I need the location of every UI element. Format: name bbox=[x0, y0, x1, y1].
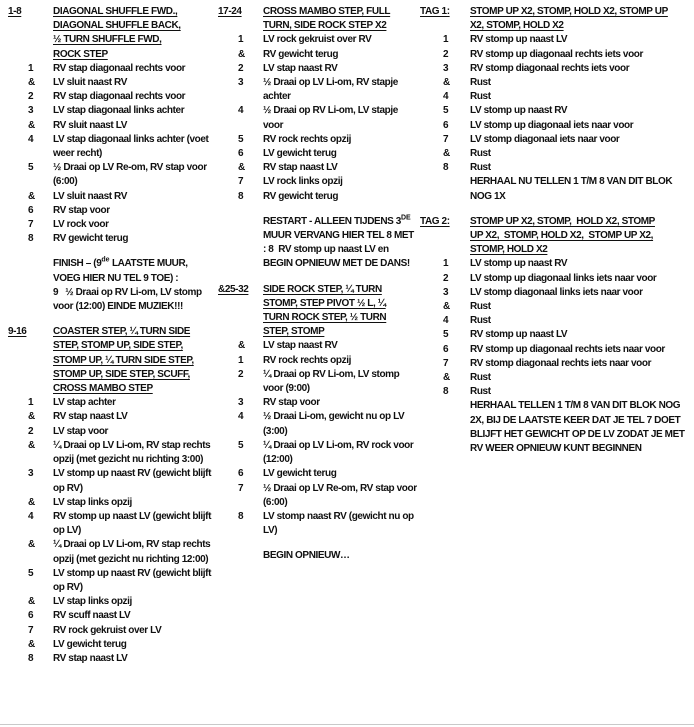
note-segment: RESTART - ALLEEN TIJDENS 3 bbox=[263, 215, 401, 227]
step-column bbox=[420, 5, 694, 456]
section-header-line: CROSS MAMBO STEP bbox=[53, 383, 153, 395]
note-gutter bbox=[8, 257, 53, 314]
step-description: ¼ Draai op LV Li-om, RV stap rechts opzij (met gezicht nu richting 3:00) bbox=[53, 439, 213, 466]
step-description: LV stap diagonaal links achter bbox=[53, 105, 185, 117]
beat-count: 5 bbox=[238, 439, 244, 451]
section-header bbox=[263, 283, 418, 340]
beat-count: 3 bbox=[28, 468, 34, 480]
beat-count: 1 bbox=[28, 397, 34, 409]
step-description: RV gewicht terug bbox=[53, 233, 129, 245]
beat-count: & bbox=[238, 48, 245, 60]
beat-count: & bbox=[28, 77, 35, 89]
beat-count: 6 bbox=[28, 610, 34, 622]
beat-count: 7 bbox=[238, 176, 244, 188]
step-description: RV stomp diagonaal rechts iets voor bbox=[470, 62, 630, 74]
section-header bbox=[470, 5, 694, 33]
step-description: RV stap naast LV bbox=[263, 162, 338, 174]
beat-count: 7 bbox=[443, 133, 449, 145]
beat-count: & bbox=[28, 190, 35, 202]
note-text bbox=[53, 257, 216, 314]
beat-count: 6 bbox=[238, 468, 244, 480]
beat-count: & bbox=[238, 162, 245, 174]
step-description: Rust bbox=[470, 77, 491, 89]
step-description: LV stomp diagonaal links iets naar voor bbox=[470, 286, 643, 298]
beat-count: 3 bbox=[443, 62, 449, 74]
step-description: RV stap voor bbox=[53, 204, 110, 216]
beat-count: 2 bbox=[443, 48, 449, 60]
step-section bbox=[420, 5, 694, 204]
step-description: RV stomp up naast LV bbox=[470, 329, 568, 341]
beat-count: 3 bbox=[28, 105, 34, 117]
beat-count: & bbox=[443, 77, 450, 89]
step-description: LV stap links opzij bbox=[53, 496, 132, 508]
section-id: 9-16 bbox=[8, 326, 27, 338]
beat-count: & bbox=[443, 301, 450, 313]
step-description: LV gewicht terug bbox=[263, 468, 337, 480]
step-description: RV gewicht terug bbox=[263, 190, 339, 202]
section-id: 1-8 bbox=[8, 6, 22, 17]
beat-count: 4 bbox=[28, 510, 34, 522]
section-header-line: STOMP UP, ¼ TURN SIDE STEP, bbox=[53, 354, 194, 366]
step-description: Rust bbox=[470, 372, 491, 384]
beat-count: 8 bbox=[28, 233, 34, 245]
section-header-line: DIAGONAL SHUFFLE FWD., bbox=[53, 6, 178, 17]
step-description: Rust bbox=[470, 162, 491, 174]
step-description: RV stomp up diagonaal rechts iets voor bbox=[470, 48, 643, 60]
beat-count: 3 bbox=[443, 286, 449, 298]
step-description: LV stomp up diagonaal links iets naar voor bbox=[470, 272, 657, 284]
step-description: RV stap diagonaal rechts voor bbox=[53, 62, 186, 74]
step-description: RV sluit naast LV bbox=[53, 119, 127, 131]
section-id-gutter bbox=[420, 5, 470, 33]
step-description: RV stap voor bbox=[263, 397, 320, 409]
beat-count: & bbox=[28, 496, 35, 508]
step-description: Rust bbox=[470, 386, 491, 398]
beat-count: 4 bbox=[443, 91, 449, 103]
note-gutter bbox=[218, 549, 263, 563]
beat-count: 7 bbox=[443, 357, 449, 369]
beat-count: 6 bbox=[443, 343, 449, 355]
section-header-line: UP X2, STOMP, HOLD X2, STOMP UP X2, bbox=[470, 230, 654, 242]
section-id-gutter bbox=[218, 283, 263, 340]
beat-count: 5 bbox=[238, 133, 244, 145]
step-description: LV rock voor bbox=[53, 219, 109, 231]
section-footnote: HERHAAL NU TELLEN 1 T/M 8 VAN DIT BLOK NOG 1X bbox=[470, 176, 675, 202]
step-section bbox=[8, 5, 216, 246]
note-paragraph bbox=[53, 286, 216, 314]
section-header-line: STOMP UP X2, STOMP, HOLD X2, STOMP UP bbox=[470, 6, 668, 17]
beat-count: 5 bbox=[443, 105, 449, 117]
beat-count: 2 bbox=[28, 91, 34, 103]
step-description: ½ Draai op LV Re-om, RV stap voor (6:00) bbox=[263, 482, 420, 508]
section-header-line: STOMP UP X2, STOMP, HOLD X2, STOMP bbox=[470, 215, 655, 227]
beat-count: 1 bbox=[443, 258, 449, 270]
step-description: LV stomp up naast RV bbox=[470, 105, 568, 117]
beat-count: & bbox=[443, 372, 450, 384]
step-description: ½ Draai op LV Re-om, RV stap voor (6:00) bbox=[53, 162, 210, 188]
beat-count: 7 bbox=[28, 624, 34, 636]
beat-count: & bbox=[443, 148, 450, 160]
step-description: RV rock rechts opzij bbox=[263, 133, 351, 145]
step-description: LV rock gekruist over RV bbox=[263, 34, 372, 46]
note-gutter bbox=[218, 215, 263, 272]
step-description: RV stomp up naast LV (gewicht blijft op LV) bbox=[53, 510, 214, 537]
beat-count-empty bbox=[420, 399, 470, 456]
step-section bbox=[218, 283, 418, 539]
step-description: LV stap diagonaal links achter (voet weer recht) bbox=[53, 133, 211, 160]
beat-count: 2 bbox=[443, 272, 449, 284]
section-header-line: ROCK STEP bbox=[53, 48, 108, 60]
beat-count: 7 bbox=[28, 219, 34, 231]
note-block bbox=[8, 257, 216, 314]
step-description: LV stap naast RV bbox=[263, 62, 338, 74]
step-description: Rust bbox=[470, 91, 491, 103]
step-description: RV stomp up naast LV bbox=[470, 34, 568, 46]
step-section bbox=[420, 215, 694, 456]
section-header-line: DIAGONAL SHUFFLE BACK, bbox=[53, 20, 181, 32]
section-header bbox=[53, 5, 216, 62]
beat-count: & bbox=[28, 638, 35, 650]
beat-count: 8 bbox=[238, 510, 244, 522]
step-column bbox=[218, 5, 418, 564]
section-header-line: TURN ROCK STEP, ½ TURN bbox=[263, 312, 387, 324]
step-description: RV stap naast LV bbox=[53, 652, 128, 664]
step-description: LV stap links opzij bbox=[53, 596, 132, 608]
beat-count: & bbox=[28, 119, 35, 131]
step-description: ½ Draai op RV Li-om, LV stapje voor bbox=[263, 105, 401, 131]
note-block bbox=[218, 549, 418, 563]
step-description: ¼ Draai op LV Li-om, RV stap rechts opzij (met gezicht nu richting 12:00) bbox=[53, 539, 213, 565]
section-header-line: TURN, SIDE ROCK STEP X2 bbox=[263, 20, 387, 32]
step-description: RV rock gekruist over LV bbox=[53, 624, 162, 636]
beat-count: 2 bbox=[238, 62, 244, 74]
step-description: ½ Draai op LV Li-om, RV stapje achter bbox=[263, 77, 401, 103]
beat-count: 4 bbox=[238, 411, 244, 423]
step-description: LV sluit naast RV bbox=[53, 190, 127, 202]
note-segment: FINISH – (9 bbox=[53, 258, 102, 270]
beat-count: & bbox=[238, 340, 245, 352]
section-id: TAG 1: bbox=[420, 6, 450, 17]
section-header bbox=[53, 325, 216, 396]
beat-count: 1 bbox=[238, 34, 244, 46]
section-header-line: COASTER STEP, ¼ TURN SIDE bbox=[53, 326, 191, 338]
beat-count: 5 bbox=[443, 329, 449, 341]
step-description: ¼ Draai op LV Li-om, RV rock voor (12:00) bbox=[263, 439, 416, 466]
ordinal-superscript: DE bbox=[400, 214, 411, 222]
step-description: Rust bbox=[470, 301, 491, 313]
beat-count: 1 bbox=[28, 62, 34, 74]
step-description: LV gewicht terug bbox=[53, 638, 127, 650]
note-paragraph bbox=[53, 257, 216, 285]
beat-count: 8 bbox=[443, 162, 449, 174]
section-header-line: ½ TURN SHUFFLE FWD, bbox=[53, 34, 162, 46]
step-description: LV rock links opzij bbox=[263, 176, 343, 188]
section-header-line: STOMP UP, SIDE STEP, SCUFF, bbox=[53, 368, 190, 380]
beat-count: & bbox=[28, 539, 35, 551]
beat-count: 2 bbox=[28, 425, 34, 437]
step-description: ½ Draai Li-om, gewicht nu op LV (3:00) bbox=[263, 411, 407, 437]
section-header-line: STEP, STOMP UP, SIDE STEP, bbox=[53, 340, 183, 352]
step-description: Rust bbox=[470, 148, 491, 160]
section-id-gutter bbox=[8, 5, 53, 62]
beat-count: 1 bbox=[443, 34, 449, 46]
beat-count: 1 bbox=[238, 354, 244, 366]
step-description: LV stap voor bbox=[53, 425, 109, 437]
section-id: &25-32 bbox=[218, 283, 249, 295]
beat-count: 4 bbox=[28, 133, 34, 145]
step-description: LV stomp up naast RV bbox=[470, 258, 568, 270]
note-block bbox=[218, 215, 418, 272]
beat-count: & bbox=[28, 439, 35, 451]
beat-count: 6 bbox=[443, 119, 449, 131]
section-header-line: CROSS MAMBO STEP, FULL bbox=[263, 6, 391, 17]
step-section bbox=[218, 5, 418, 204]
beat-count: 5 bbox=[28, 567, 34, 579]
step-description: RV stomp up diagonaal rechts iets naar voor bbox=[470, 343, 665, 355]
beat-count: 3 bbox=[238, 397, 244, 409]
section-header bbox=[470, 215, 694, 258]
section-header-line: STEP, STOMP bbox=[263, 326, 325, 338]
step-description: LV stomp diagonaal iets naar voor bbox=[470, 133, 620, 145]
section-footnote: HERHAAL TELLEN 1 T/M 8 VAN DIT BLOK NOG 2X, BIJ DE LAATSTE KEER DAT JE TEL 7 DOET BLIJFT HET GEWICHT OP DE LV ZODAT JE MET RV WEER OPNIEUW KUNT BEGINNEN bbox=[470, 400, 687, 455]
step-description: LV stomp up naast RV (gewicht blijft op RV) bbox=[53, 468, 214, 494]
step-description: RV gewicht terug bbox=[263, 48, 339, 60]
section-header-line: SIDE ROCK STEP, ¼ TURN bbox=[263, 283, 382, 295]
note-text bbox=[263, 549, 418, 563]
step-description: RV stomp diagonaal rechts iets naar voor bbox=[470, 357, 652, 369]
note-segment: BEGIN OPNIEUW… bbox=[263, 550, 350, 562]
step-description: Rust bbox=[470, 315, 491, 327]
step-description: RV stap naast LV bbox=[53, 411, 128, 423]
step-description: LV stomp up diagonaal iets naar voor bbox=[470, 119, 634, 131]
note-segment: 9 ½ Draai op RV Li-om, LV stomp voor (12:00) EINDE MUZIEK!!! bbox=[53, 286, 205, 313]
step-description: RV rock rechts opzij bbox=[263, 354, 351, 366]
page-bottom-rule bbox=[0, 724, 694, 725]
beat-count: 5 bbox=[28, 162, 34, 174]
step-description: ¼ Draai op RV Li-om, LV stomp voor (9:00) bbox=[263, 368, 402, 395]
step-description: LV stomp naast RV (gewicht nu op LV) bbox=[263, 510, 417, 537]
beat-count: 7 bbox=[238, 482, 244, 494]
beat-count: 8 bbox=[443, 386, 449, 398]
step-description: RV stap diagonaal rechts voor bbox=[53, 91, 186, 103]
section-id: 17-24 bbox=[218, 6, 242, 17]
step-description: LV stap naast RV bbox=[263, 340, 338, 352]
beat-count: 2 bbox=[238, 368, 244, 380]
beat-count: 8 bbox=[28, 652, 34, 664]
section-id-gutter bbox=[8, 325, 53, 396]
ordinal-superscript: de bbox=[101, 257, 110, 265]
step-description: LV stomp up naast RV (gewicht blijft op RV) bbox=[53, 567, 214, 593]
step-column bbox=[8, 5, 216, 666]
step-description: LV gewicht terug bbox=[263, 148, 337, 160]
note-paragraph bbox=[263, 215, 418, 272]
section-id-gutter bbox=[420, 215, 470, 258]
section-id: TAG 2: bbox=[420, 215, 450, 227]
section-header-line: X2, STOMP, HOLD X2 bbox=[470, 20, 564, 32]
section-header-line: STOMP, STEP PIVOT ½ L, ¼ bbox=[263, 297, 386, 309]
beat-count: 4 bbox=[238, 105, 244, 117]
step-section bbox=[8, 325, 216, 666]
beat-count: 3 bbox=[238, 77, 244, 89]
beat-count: 6 bbox=[28, 204, 34, 216]
note-segment: MUUR VERVANG HIER TEL 8 MET : 8 RV stomp up naast LV en BEGIN OPNIEUW MET DE DANS! bbox=[263, 215, 417, 270]
section-header bbox=[263, 5, 418, 33]
step-description: LV stap achter bbox=[53, 397, 116, 409]
section-header-line: STOMP, HOLD X2 bbox=[470, 244, 548, 256]
note-paragraph bbox=[263, 549, 418, 563]
step-description: LV sluit naast RV bbox=[53, 77, 127, 89]
note-segment: LAATSTE MUUR, VOEG HIER NU TEL 9 TOE) : bbox=[53, 258, 191, 284]
beat-count: & bbox=[28, 596, 35, 608]
step-description: RV scuff naast LV bbox=[53, 610, 131, 622]
section-id-gutter bbox=[218, 5, 263, 33]
beat-count: 4 bbox=[443, 315, 449, 327]
note-text bbox=[263, 215, 418, 272]
beat-count: & bbox=[28, 411, 35, 423]
beat-count: 8 bbox=[238, 190, 244, 202]
beat-count-empty bbox=[420, 175, 470, 203]
beat-count: 6 bbox=[238, 148, 244, 160]
